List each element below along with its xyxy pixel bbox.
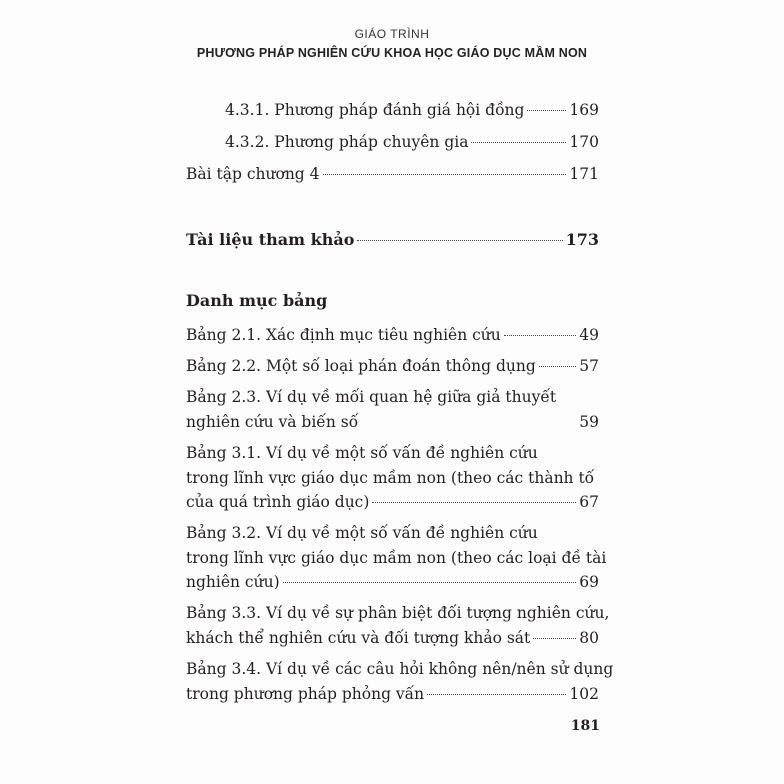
table-entry: [186, 410, 599, 434]
leader-dots: [427, 694, 566, 695]
table-entry-page: 69: [579, 573, 599, 591]
table-entry-line: trong lĩnh vực giáo dục mầm non (theo các loại đề tài: [186, 549, 607, 567]
leader-dots: [372, 502, 576, 503]
table-entry-page: 59: [579, 413, 599, 431]
table-entry-page: 102: [569, 685, 599, 703]
table-entry-line: Bảng 3.1. Ví dụ về một số vấn đề nghiên cứu: [186, 444, 538, 462]
toc-entry: [225, 130, 599, 154]
table-entry-label: nghiên cứu): [186, 573, 280, 591]
leader-dots: [539, 366, 577, 367]
toc-entry-references: [186, 228, 599, 252]
toc-entry: [186, 162, 599, 186]
leader-space: [361, 422, 576, 423]
leader-dots: [357, 240, 562, 241]
toc-entry-page: 173: [565, 230, 599, 249]
table-entry: [186, 626, 599, 650]
table-entry-line: Bảng 3.3. Ví dụ về sự phân biệt đối tượng nghiên cứu,: [186, 604, 610, 622]
leader-dots: [283, 582, 577, 583]
table-entry-label: của quá trình giáo dục): [186, 493, 370, 511]
toc-entry-page: 169: [569, 101, 599, 119]
toc-entry-label: 4.3.1. Phương pháp đánh giá hội đồng: [225, 101, 525, 119]
table-entry-page: 67: [579, 493, 599, 511]
table-entry-page: 80: [579, 629, 599, 647]
leader-dots: [533, 638, 576, 639]
table-entry: [186, 490, 599, 514]
table-entry: [186, 682, 599, 706]
table-entry-page: 49: [579, 326, 599, 344]
toc-entry-page: 171: [569, 165, 599, 183]
toc-entry-label: Bài tập chương 4: [186, 165, 320, 183]
tables-list-heading: Danh mục bảng: [186, 291, 328, 310]
table-entry-label: Bảng 2.1. Xác định mục tiêu nghiên cứu: [186, 326, 501, 344]
table-entry-label: trong phương pháp phỏng vấn: [186, 685, 425, 703]
table-entry: [186, 323, 599, 347]
table-entry-label: Bảng 2.2. Một số loại phán đoán thông dụng: [186, 357, 536, 375]
table-entry-line: trong lĩnh vực giáo dục mầm non (theo các thành tố: [186, 469, 595, 487]
table-entry-label: khách thể nghiên cứu và đối tượng khảo sát: [186, 629, 531, 647]
leader-dots: [471, 142, 566, 143]
table-entry-line: Bảng 3.4. Ví dụ về các câu hỏi không nên/nên sử dụng: [186, 660, 614, 678]
toc-entry-page: 170: [569, 133, 599, 151]
toc-entry-label: 4.3.2. Phương pháp chuyên gia: [225, 133, 469, 151]
table-entry-line: Bảng 3.2. Ví dụ về một số vấn đề nghiên cứu: [186, 524, 538, 542]
leader-dots: [527, 110, 566, 111]
toc-entry-label: Tài liệu tham khảo: [186, 230, 355, 249]
book-series-label: GIÁO TRÌNH: [354, 27, 430, 41]
table-entry-line: Bảng 2.3. Ví dụ về mối quan hệ giữa giả thuyết: [186, 388, 557, 406]
page-number: 181: [570, 718, 600, 734]
table-entry: [186, 570, 599, 594]
table-entry: [186, 354, 599, 378]
table-entry-label: nghiên cứu và biến số: [186, 413, 359, 431]
toc-entry: [225, 98, 599, 122]
book-title: PHƯƠNG PHÁP NGHIÊN CỨU KHOA HỌC GIÁO DỤC MẦM NON: [196, 46, 588, 60]
leader-dots: [504, 335, 577, 336]
table-entry-page: 57: [579, 357, 599, 375]
leader-dots: [323, 174, 567, 175]
